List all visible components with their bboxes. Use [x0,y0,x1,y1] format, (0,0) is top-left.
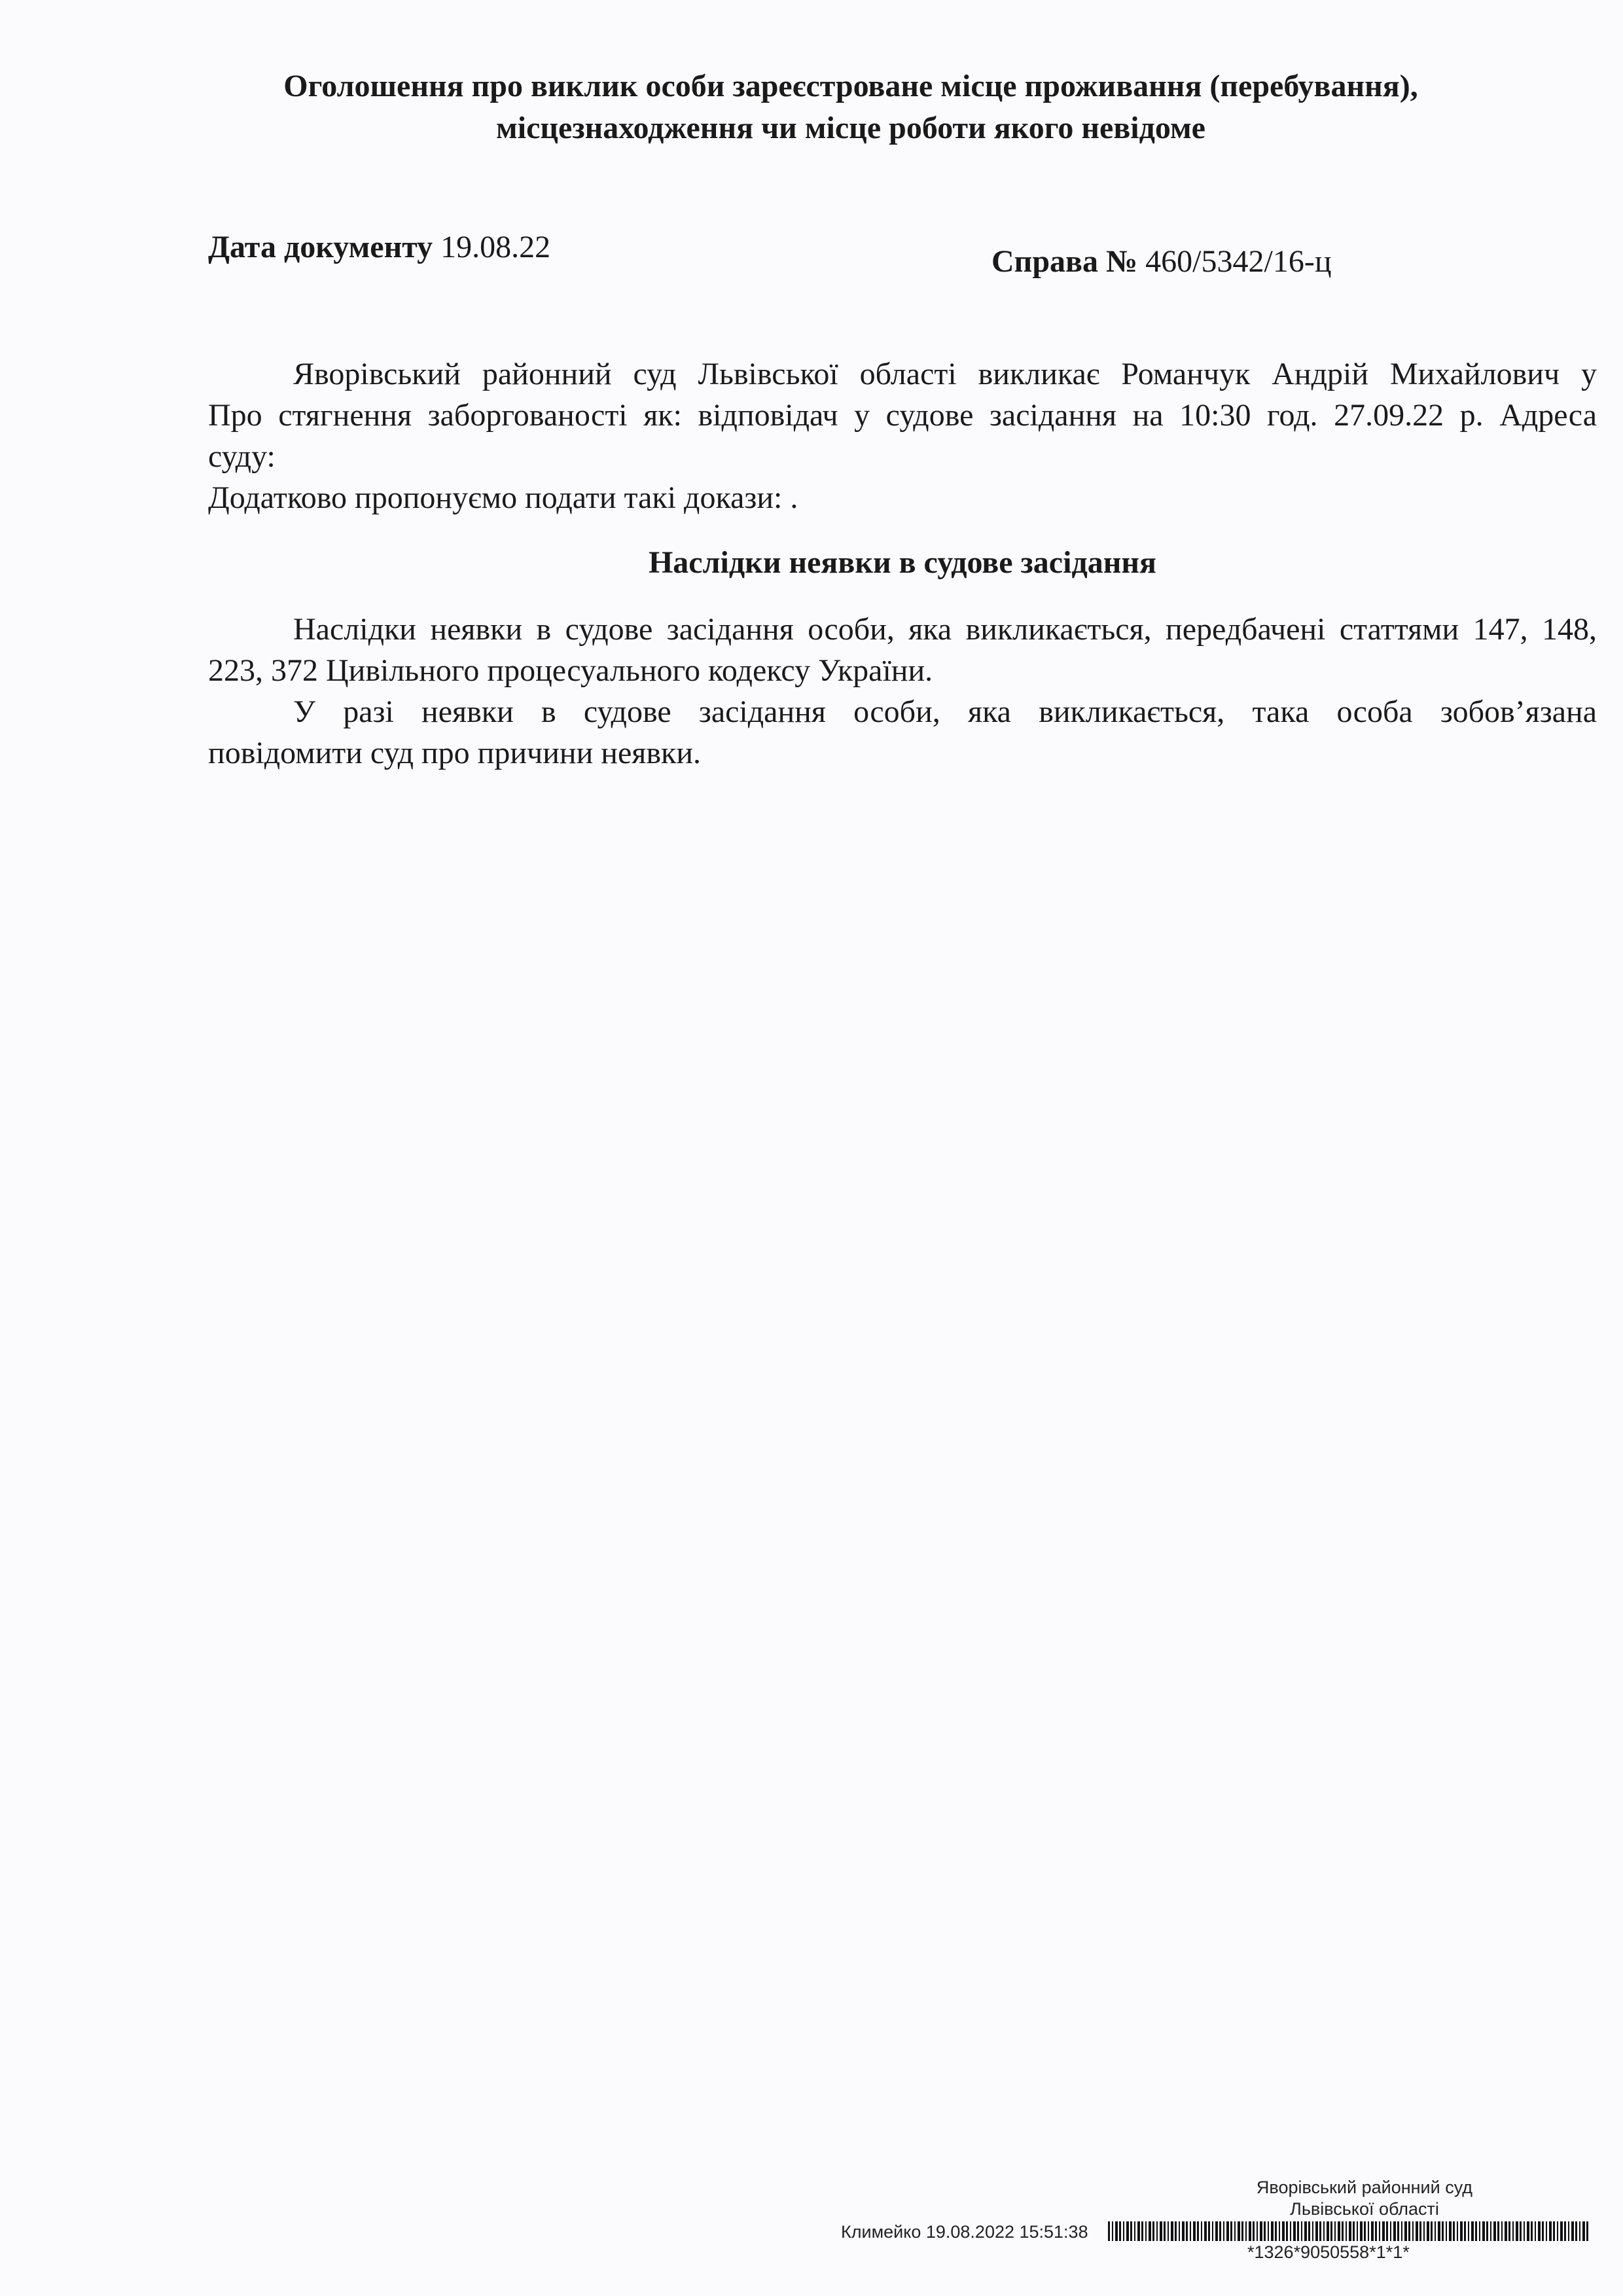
date-value: 19.08.22 [440,230,551,264]
consequences-line-4: повідомити суд про причини неявки. [208,736,701,770]
summons-paragraph [208,353,1597,518]
barcode-text: *1326*9050558*1*1* [1247,2242,1410,2262]
consequences-line-2: 223, 372 Цивільного процесуального кодексу України. [208,653,933,688]
date-label: Дата документу [208,230,433,264]
summons-line-3: суду: [208,439,276,474]
summons-line-1: Яворівський районний суд Львівської області викликає Романчук Андрій Михайлович у [293,357,1597,391]
consequences-line-1: Наслідки неявки в судове засідання особи, яка викликається, передбачені статтями 147, 148, [293,612,1597,647]
consequences-line-3: У разі неявки в судове засідання особи, яка викликається, така особа зобов’язана [293,694,1597,729]
document-title [196,65,1505,149]
title-line-1: Оголошення про виклик особи зареєстроване місце проживання (перебування), [283,69,1418,103]
consequences-paragraph [208,609,1597,774]
footer-court-name: Яворівський районний суд [1256,2178,1473,2197]
consequences-heading: Наслідки неявки в судове засідання [648,545,1157,580]
title-line-2: місцезнаходження чи місце роботи якого невідоме [496,111,1205,145]
case-value: 460/5342/16-ц [1145,244,1332,279]
barcode [1108,2221,1589,2241]
footer-stamp: Климейко 19.08.2022 15:51:38 [841,2222,1088,2242]
case-label: Справа № [991,244,1138,279]
footer-court-region: Львівської області [1290,2199,1439,2219]
summons-line-4: Додатково пропонуємо подати такі докази: . [208,480,798,515]
summons-line-2: Про стягнення заборгованості як: відповідач у судове засідання на 10:30 год. 27.09.22 р. Адреса [208,398,1597,433]
document-date [208,228,550,267]
case-number [991,242,1332,281]
